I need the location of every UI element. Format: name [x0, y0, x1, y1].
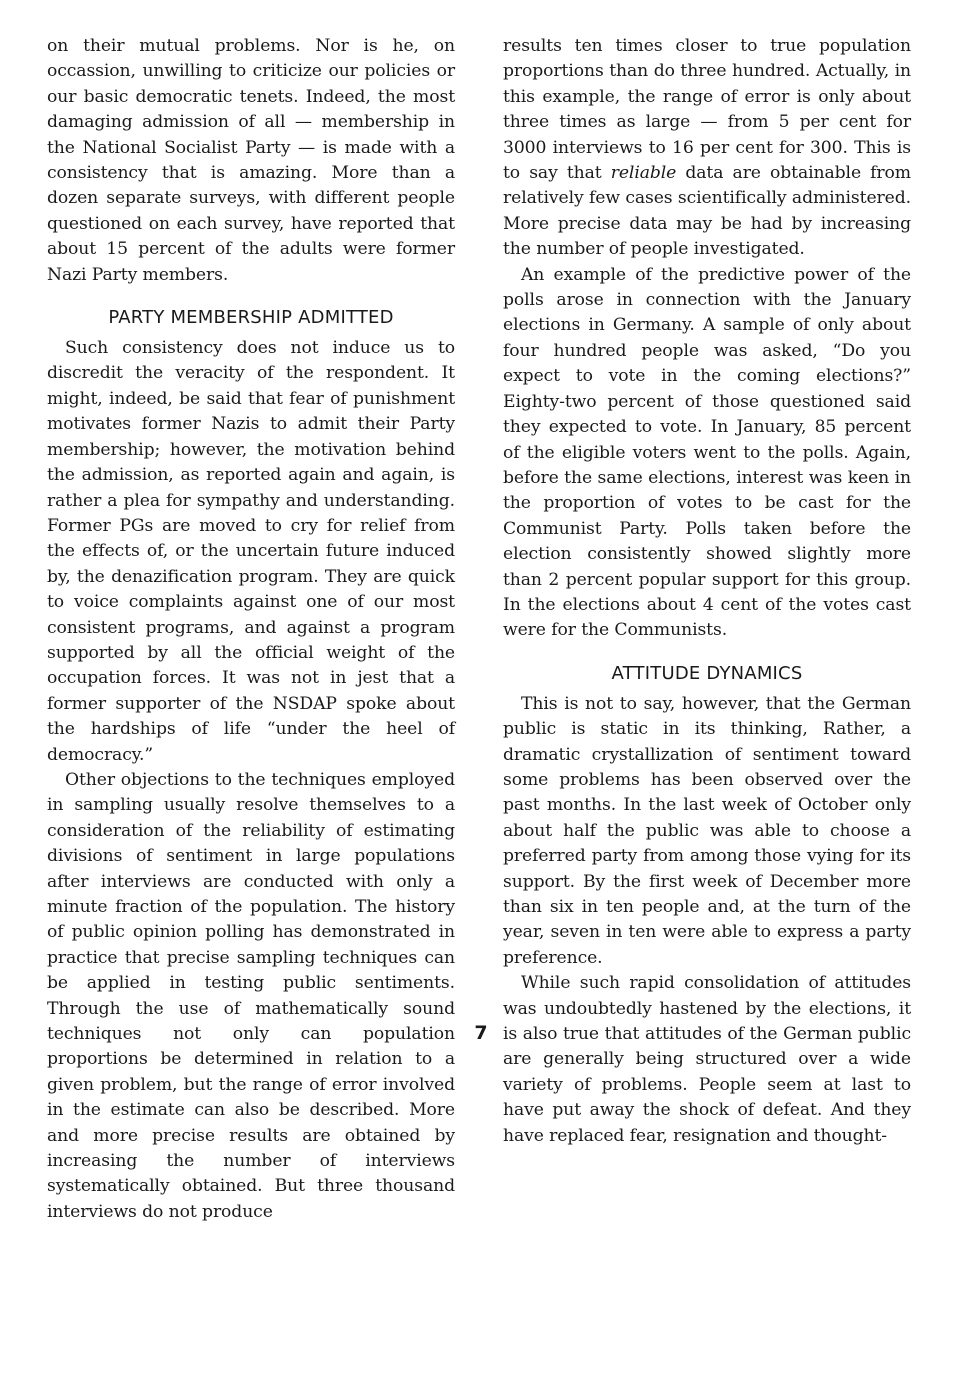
right-paragraph-3: This is not to say, however, that the German public is static in its thinking, Rather, a dramatic crystallization of sentiment toward some problems has been observed over the past months. In the last week of October only about half the public was able to choose a preferred party from among those vying for its support. By the first week of December more than six in ten people and, at the turn of the year, seven in ten were able to express a party preference.	[503, 693, 911, 968]
heading-party-membership: PARTY MEMBERSHIP ADMITTED	[108, 307, 394, 329]
page-number: 7	[474, 1022, 488, 1044]
right-paragraph-1	[503, 34, 911, 263]
right-paragraph-2: An example of the predictive power of the polls arose in connection with the January elections in Germany. A sample of only about four hundred people was asked, “Do you expect to vote in the coming elections?” Eighty-two percent of those questioned said they expected to vote. In January, 85 percent of the eligible voters went to the polls. Again, before the same elections, interest was keen in the proportion of votes to be cast for the Communist Party. Polls taken before the election consistently showed slightly more than 2 percent popular support for this group. In the elections about 4 cent of the votes cast were for the Communists.	[503, 264, 911, 641]
right-paragraph-1-end: data are obtainable from relatively few cases scientifically administered. More precise data may be had by increasing the number of people investigated.	[503, 163, 911, 260]
left-paragraph-3: Other objections to the techniques employed in sampling usually resolve themselves to a consideration of the reliability of estimating divisions of sentiment in large populations after interviews are conducted with only a minute fraction of the population. The history of public opinion polling has demonstrated in practice that precise sampling techniques can be applied in testing public sentiments. Through the use of mathematically sound techniques not only can population proportions be determined in relation to a given problem, but the range of error involved in the estimate can also be described. More and more precise results are obtained by increasing the number of interviews systematically obtained. But three thousand interviews do not produce	[47, 769, 455, 1222]
left-paragraph-1: on their mutual problems. Nor is he, on occassion, unwilling to criticize our policies or our basic democratic tenets. Indeed, the most damaging admission of all — membership in the National Socialist Party — is made with a consistency that is amazing. More than a dozen separate surveys, with different people questioned on each survey, have reported that about 15 percent of the adults were former Nazi Party members.	[47, 36, 455, 285]
right-paragraph-1-start: results ten times closer to true population proportions than do three hundred. Actually, in this example, the range of error is only about three times as large — from 5 per cent for 3000 interviews to 16 per cent for 300. This is to say that	[503, 36, 911, 184]
heading-attitude-dynamics: ATTITUDE DYNAMICS	[611, 662, 803, 684]
emphasis-reliable: reliable	[610, 163, 677, 184]
right-paragraph-4: While such rapid consolidation of attitudes was undoubtedly hastened by the elections, it is also true that attitudes of the German public are generally being structured over a wide variety of problems. People seem at last to have put away the shock of defeat. And they have replaced fear, resignation and thought-	[503, 973, 911, 1146]
left-column	[47, 34, 455, 1225]
right-column	[503, 34, 911, 1149]
left-paragraph-2: Such consistency does not induce us to discredit the veracity of the respondent. It might, indeed, be said that fear of punishment motivates former Nazis to admit their Party membership; however, the motivation behind the admission, as reported again and again, is rather a plea for sympathy and understanding. Former PGs are moved to cry for relief from the effects of, or the uncertain future induced by, the denazification program. They are quick to voice complaints against one of our most consistent programs, and against a program supported by all the official weight of the occupation forces. It was not in jest that a former supporter of the NSDAP spoke about the hardships of life “under the heel of democracy.”	[47, 338, 455, 765]
